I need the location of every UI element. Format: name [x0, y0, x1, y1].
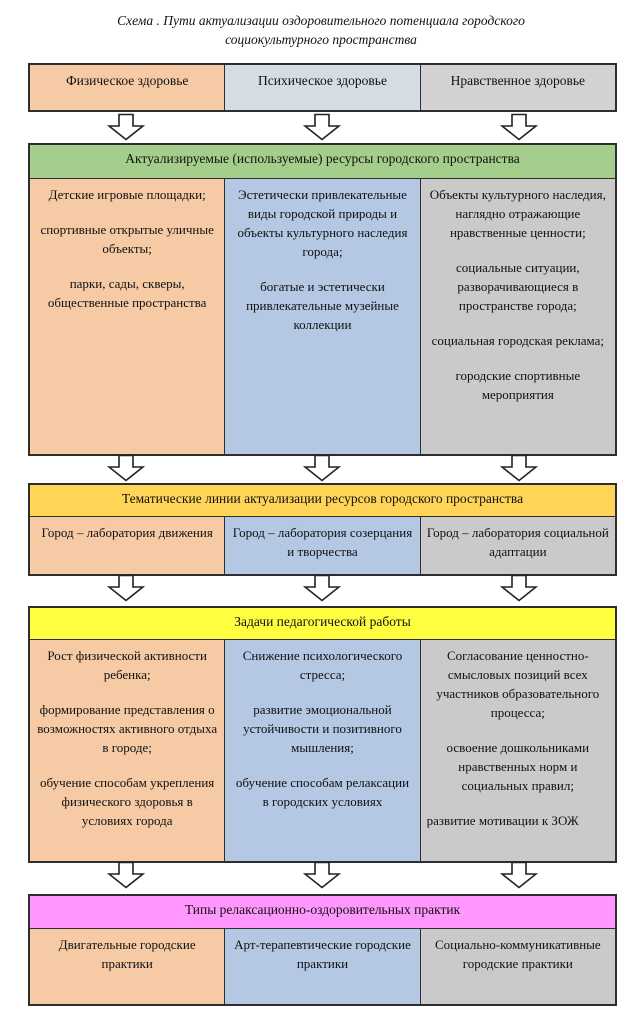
cell-paragraph: Рост физической активности ребенка;: [47, 648, 207, 682]
arrow-row-3: [28, 574, 617, 602]
pedagogical-tasks-cell: [224, 640, 419, 861]
arrow-slot: [421, 574, 617, 602]
arrow-slot: [421, 861, 617, 889]
arrow-slot: [421, 454, 617, 482]
down-arrow-icon: [303, 454, 341, 482]
arrow-slot: [421, 113, 617, 141]
thematic-lines-columns: [30, 517, 615, 574]
cell-paragraph: Детские игровые площадки;: [48, 187, 206, 202]
thematic-lines-cell: [30, 517, 224, 574]
cell-paragraph: обучение способам релаксации в городских условиях: [235, 775, 410, 809]
arrow-slot: [224, 861, 420, 889]
section-thematic-lines: [28, 483, 617, 576]
cell-paragraph: Снижение психологического стресса;: [242, 648, 403, 682]
pedagogical-tasks-columns: [30, 640, 615, 861]
resources-columns: [30, 179, 615, 454]
cell-paragraph: Арт-терапевтические городские практики: [234, 937, 411, 971]
cell-paragraph: Объекты культурного наследия, наглядно отражающие нравственные ценности;: [429, 187, 606, 240]
cell-paragraph: Город – лаборатория социальной адаптации: [426, 525, 609, 559]
cell-paragraph: Город – лаборатория созерцания и творчества: [232, 525, 413, 559]
down-arrow-icon: [500, 574, 538, 602]
resources-banner: Актуализируемые (используемые) ресурсы городского пространства: [30, 145, 615, 179]
arrow-slot: [224, 574, 420, 602]
section-pedagogical-tasks: [28, 606, 617, 863]
practice-types-banner: Типы релаксационно-оздоровительных практик: [30, 896, 615, 929]
down-arrow-icon: [500, 113, 538, 141]
cell-paragraph: Эстетически привлекательные виды городской природы и объекты культурного наследия города;: [237, 187, 408, 259]
down-arrow-icon: [303, 113, 341, 141]
arrow-slot: [224, 113, 420, 141]
cell-paragraph: освоение дошкольниками нравственных норм и социальных правил;: [446, 740, 590, 793]
cell-paragraph: обучение способам укрепления физического здоровья в условиях города: [40, 775, 215, 828]
thematic-lines-cell: [420, 517, 615, 574]
health-type-cell: Физическое здоровье: [30, 65, 224, 110]
arrow-row-1: [28, 113, 617, 141]
resources-cell: [30, 179, 224, 454]
cell-paragraph: городские спортивные мероприятия: [455, 368, 581, 402]
page-title: Схема . Пути актуализации оздоровительного потенциала городского социокультурного пространства: [117, 13, 525, 47]
pedagogical-tasks-cell: [420, 640, 615, 861]
cell-paragraph: развитие мотивации к ЗОЖ: [426, 813, 579, 828]
cell-paragraph: социальная городская реклама;: [431, 333, 605, 348]
cell-paragraph: Город – лаборатория движения: [41, 525, 213, 540]
cell-paragraph: Социально-коммуникативные городские практики: [434, 937, 601, 971]
arrow-row-4: [28, 861, 617, 889]
down-arrow-icon: [107, 574, 145, 602]
section-resources: [28, 143, 617, 456]
health-type-cell: Нравственное здоровье: [420, 65, 615, 110]
arrow-slot: [28, 574, 224, 602]
resources-cell: [224, 179, 419, 454]
pedagogical-tasks-banner: Задачи педагогической работы: [30, 608, 615, 640]
practice-types-cell: [224, 929, 419, 1004]
arrow-slot: [224, 454, 420, 482]
cell-paragraph: социальные ситуации, разворачивающиеся в пространстве города;: [455, 260, 580, 313]
pedagogical-tasks-cell: [30, 640, 224, 861]
down-arrow-icon: [107, 861, 145, 889]
down-arrow-icon: [107, 454, 145, 482]
cell-paragraph: богатые и эстетически привлекательные музейные коллекции: [246, 279, 399, 332]
health-type-cell: Психическое здоровье: [224, 65, 419, 110]
section-practice-types: [28, 894, 617, 1006]
down-arrow-icon: [500, 454, 538, 482]
practice-types-columns: [30, 929, 615, 1004]
cell-paragraph: формирование представления о возможностях активного отдыха в городе;: [37, 702, 218, 755]
arrow-slot: [28, 861, 224, 889]
down-arrow-icon: [500, 861, 538, 889]
cell-paragraph: Согласование ценностно-смысловых позиций всех участников образовательного процесса;: [436, 648, 600, 720]
arrow-row-2: [28, 454, 617, 482]
arrow-slot: [28, 454, 224, 482]
health-types-row: [28, 63, 617, 112]
thematic-lines-banner: Тематические линии актуализации ресурсов городского пространства: [30, 485, 615, 517]
arrow-slot: [28, 113, 224, 141]
down-arrow-icon: [303, 574, 341, 602]
practice-types-cell: [30, 929, 224, 1004]
cell-paragraph: Двигательные городские практики: [58, 937, 196, 971]
thematic-lines-cell: [224, 517, 419, 574]
down-arrow-icon: [303, 861, 341, 889]
practice-types-cell: [420, 929, 615, 1004]
cell-paragraph: парки, сады, скверы, общественные пространства: [47, 276, 207, 310]
cell-paragraph: спортивные открытые уличные объекты;: [40, 222, 214, 256]
resources-cell: [420, 179, 615, 454]
cell-paragraph: развитие эмоциональной устойчивости и позитивного мышления;: [243, 702, 402, 755]
down-arrow-icon: [107, 113, 145, 141]
